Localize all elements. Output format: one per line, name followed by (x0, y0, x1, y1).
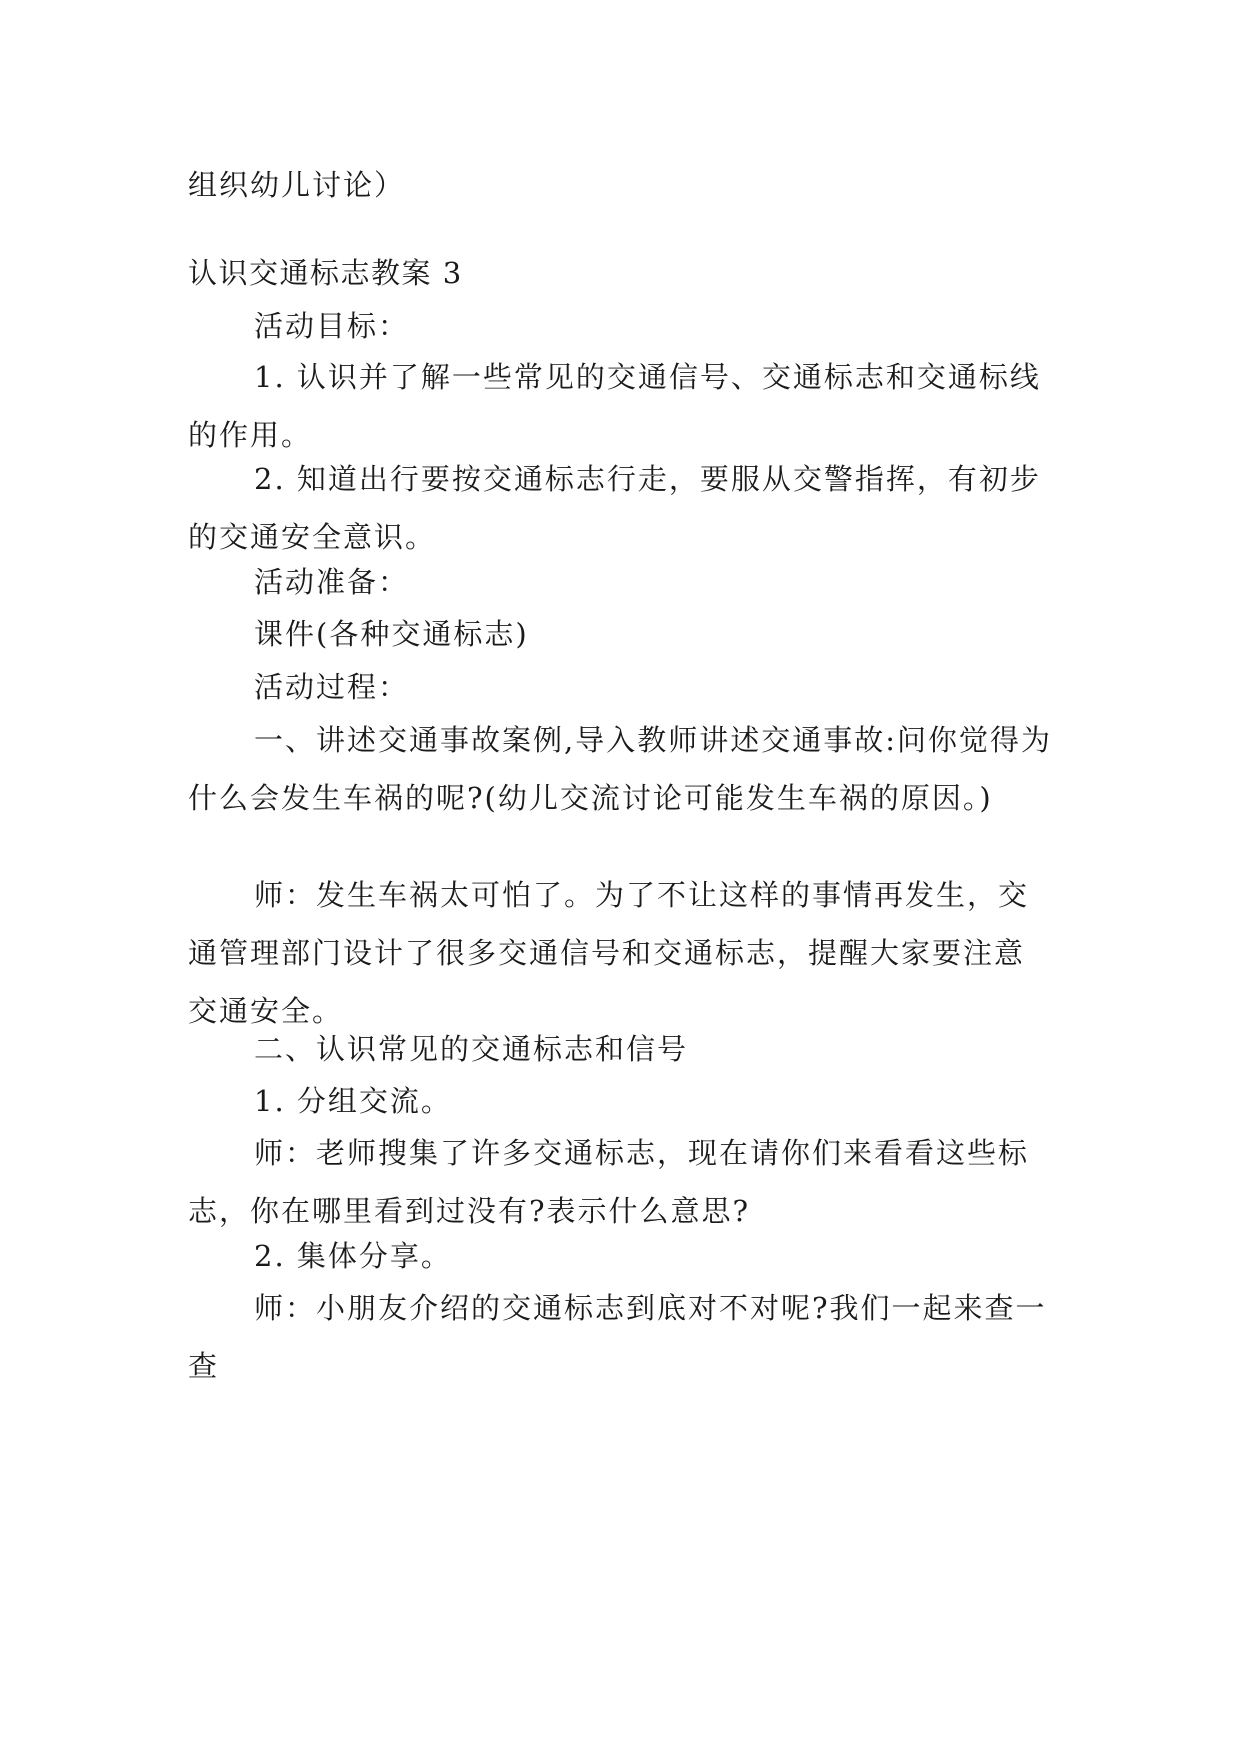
paragraph-group-exchange: 1. 分组交流。 (254, 1084, 452, 1118)
paragraph-goal-heading: 活动目标： (254, 309, 410, 343)
paragraph-teacher-1: 师：发生车祸太可怕了。为了不让这样的事情再发生，交通管理部门设计了很多交通信号和交通标志，提醒大家要注意交通安全。 (188, 878, 1030, 1028)
paragraph-prep-heading: 活动准备： (254, 565, 410, 599)
paragraph-prep-content: 课件(各种交通标志) (254, 617, 529, 651)
paragraph-collective-share: 2. 集体分享。 (254, 1239, 452, 1273)
paragraph-step-1: 一、讲述交通事故案例,导入教师讲述交通事故:问你觉得为什么会发生车祸的呢?(幼儿交流讨论可能发生车祸的原因。) (188, 723, 1052, 815)
section-title: 认识交通标志教案 3 (188, 256, 463, 290)
paragraph-step-2: 二、认识常见的交通标志和信号 (254, 1032, 689, 1066)
paragraph-teacher-3: 师：小朋友介绍的交通标志到底对不对呢?我们一起来查一查 (188, 1291, 1047, 1383)
paragraph-goal-2: 2. 知道出行要按交通标志行走，要服从交警指挥，有初步的交通安全意识。 (188, 462, 1041, 554)
paragraph-process-heading: 活动过程： (254, 670, 410, 704)
continuation-line: 组织幼儿讨论） (188, 168, 406, 202)
paragraph-teacher-2: 师：老师搜集了许多交通标志，现在请你们来看看这些标志，你在哪里看到过没有?表示什么意思? (188, 1136, 1030, 1228)
paragraph-goal-1: 1. 认识并了解一些常见的交通信号、交通标志和交通标线的作用。 (188, 360, 1041, 452)
